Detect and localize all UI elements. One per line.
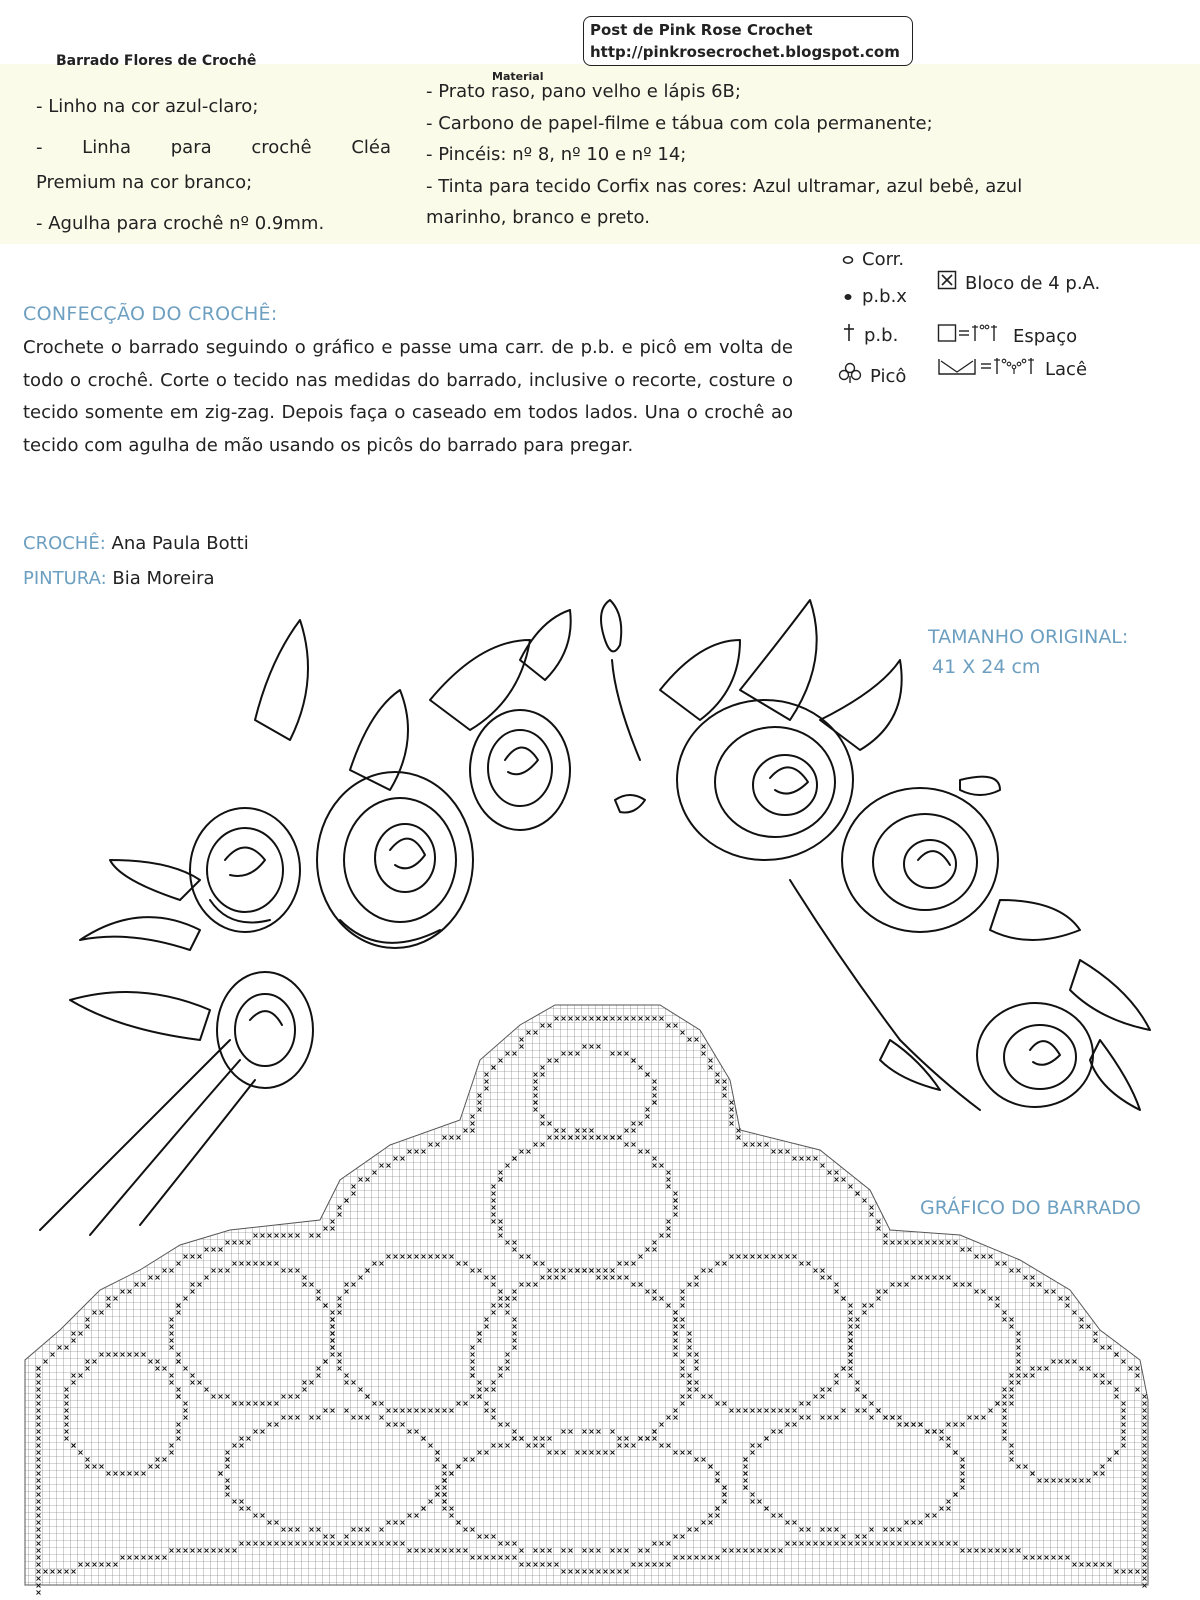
material-item: - Pincéis: nº 8, nº 10 e nº 14; [426,144,687,165]
size-label: TAMANHO ORIGINAL: [928,626,1129,648]
confeccao-heading: CONFECÇÃO DO CROCHÊ: [23,303,278,325]
legend-pb-label: p.b. [864,324,899,346]
filled-block [37,1591,41,1595]
material-item: - Linho na cor azul-claro; [36,96,259,117]
croche-name: Ana Paula Botti [111,533,249,554]
material-item: - Prato raso, pano velho e lápis 6B; [426,81,741,102]
confeccao-text: Crochete o barrado seguindo o gráfico e passe uma carr. de p.b. e picô em volta de todo o crochê. Corte o tecido nas medidas do barrado, inclusive o recorte, costure o tecido somente em zig-zag. Depois faça o caseado em todos lados. Una o crochê ao tecido com agulha de mão usando os picôs do barrado para pregar. [23,337,793,456]
legend-bloco-label: Bloco de 4 p.A. [965,272,1101,294]
legend-espaco-label: Espaço [1013,325,1078,347]
material-item: - Carbono de papel-filme e tábua com cola permanente; [426,112,933,134]
credit-url[interactable]: http://pinkrosecrochet.blogspot.com [590,43,900,61]
material-item: marinho, branco e preto. [426,207,650,228]
material-item: - Linha para crochê Cléa [36,137,391,158]
material-item: Premium na cor branco; [36,172,253,193]
pintura-label: PINTURA: [23,568,107,589]
legend-lace-label: Lacê [1045,358,1088,380]
legend-pbx-label: p.b.x [862,286,907,307]
chart-label: GRÁFICO DO BARRADO [920,1197,1141,1219]
legend-corr-label: Corr. [862,249,905,270]
croche-label: CROCHÊ: [23,533,106,554]
size-value: 41 X 24 cm [932,656,1041,678]
material-item: - Agulha para crochê nº 0.9mm. [36,213,325,234]
material-item: - Tinta para tecido Corfix nas cores: Azul ultramar, azul bebê, azul [426,175,1023,197]
pattern-title: Barrado Flores de Crochê [56,53,257,69]
material-label: Material [492,70,544,83]
pintura-name: Bia Moreira [112,568,215,589]
legend-pico-label: Picô [870,365,907,387]
credit-line-1: Post de Pink Rose Crochet [590,21,813,39]
